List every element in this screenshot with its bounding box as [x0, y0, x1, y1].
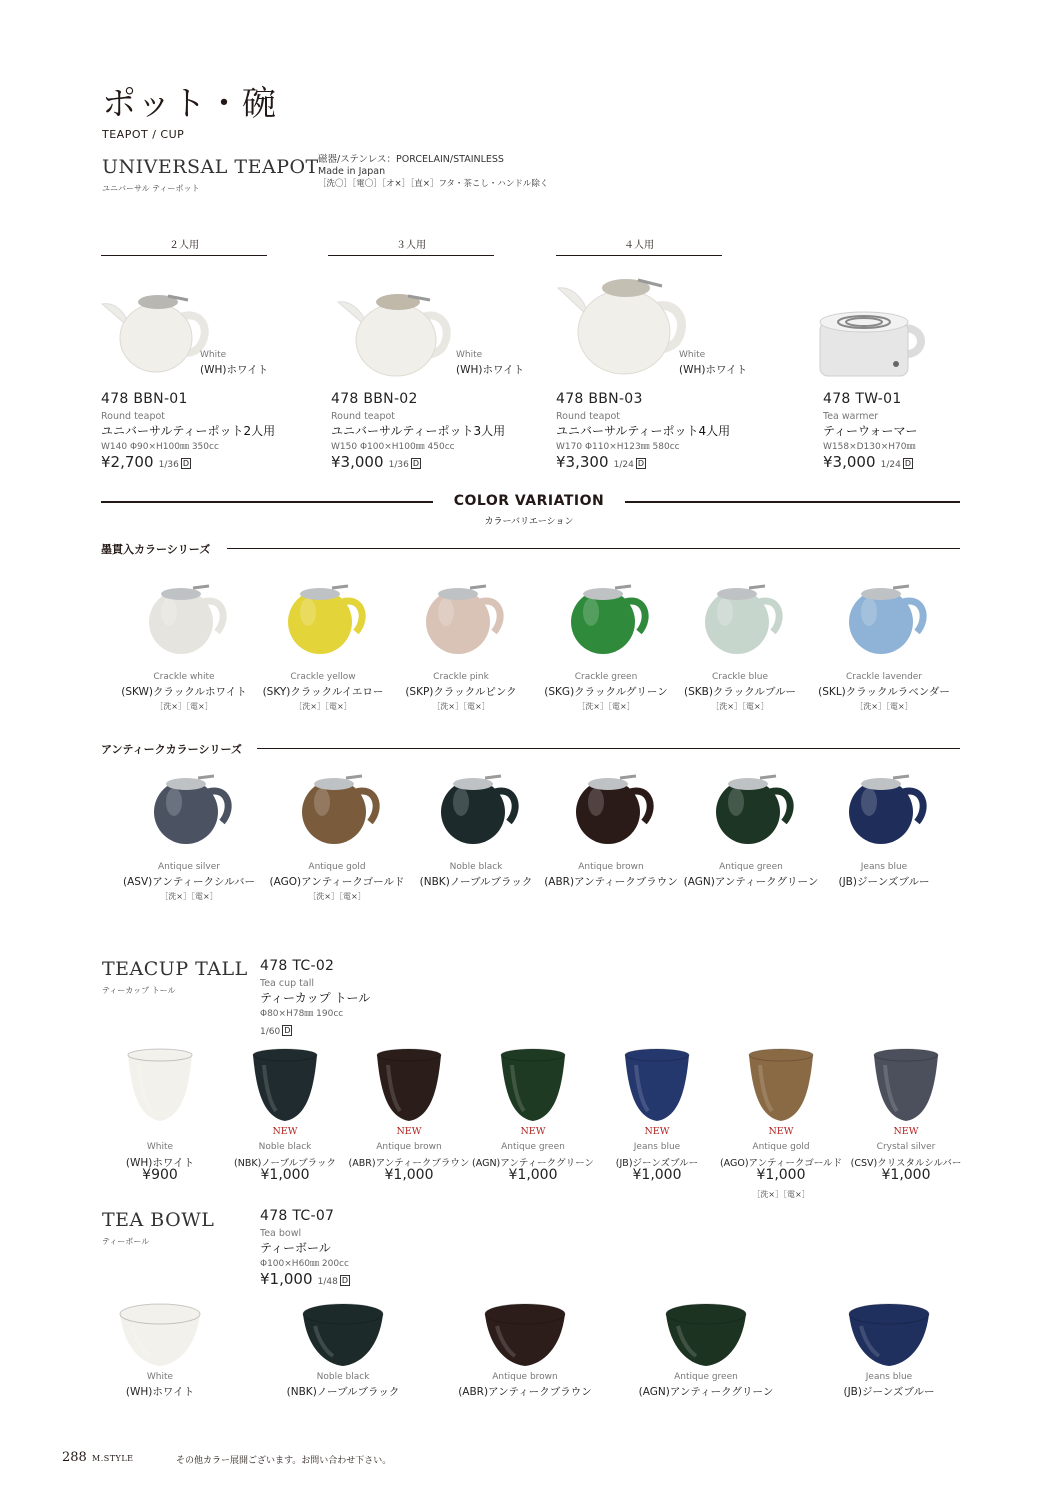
wash-note: ［洗×］［電×］	[308, 892, 366, 901]
teapot-3-image	[336, 288, 454, 380]
color-name-jp: (JB)ジーンズブルー	[615, 1158, 699, 1169]
mini-teapot-image	[139, 578, 229, 658]
d-mark: D	[412, 459, 419, 468]
color-name-jp: (JB)ジーンズブルー	[838, 876, 930, 888]
color-name-jp: (WH)ホワイト	[125, 1157, 195, 1169]
mini-teapot-image	[416, 578, 506, 658]
page-subtitle: TEAPOT / CUP	[102, 128, 185, 141]
color-name-en: Jeans blue	[865, 1372, 913, 1382]
teacup-image	[125, 1047, 195, 1123]
teapot-3-color-en: White	[456, 350, 483, 360]
teapot-4-color-jp: (WH)ホワイト	[679, 364, 748, 376]
wash-note: ［洗×］［電×］	[577, 702, 635, 711]
product-jp: ユニバーサルティーポット2人用	[101, 424, 276, 438]
item-price: ¥1,000	[632, 1167, 682, 1183]
product-en: Round teapot	[101, 411, 166, 422]
d-mark: D	[904, 459, 911, 468]
product-code: 478 TC-07	[260, 1208, 335, 1224]
color-name-jp: (ABR)アンティークブラウン	[458, 1386, 592, 1398]
teacup-image	[498, 1047, 568, 1123]
new-badge: NEW	[768, 1126, 794, 1137]
product-jp: ユニバーサルティーポット3人用	[331, 424, 506, 438]
color-name-en: White	[146, 1142, 174, 1152]
wash-note: ［洗×］［電×］	[294, 702, 352, 711]
color-name-jp: (JB)ジーンズブルー	[843, 1386, 935, 1398]
color-variation-title: COLOR VARIATION	[453, 493, 605, 509]
teapot-2-image	[100, 288, 212, 378]
new-badge: NEW	[644, 1126, 670, 1137]
teacup-image	[250, 1047, 320, 1123]
color-name-jp: (SKG)クラックルグリーン	[544, 686, 668, 698]
wash-note: ［洗×］［電×］	[855, 702, 913, 711]
product-lot: 1/60	[260, 1027, 281, 1037]
teabowl-image	[301, 1302, 385, 1368]
color-name-jp: (AGO)アンティークゴールド	[269, 876, 405, 888]
new-badge: NEW	[893, 1126, 919, 1137]
size-label-2: ２人用	[169, 240, 199, 251]
color-name-jp: (SKY)クラックルイエロー	[262, 686, 384, 698]
product-dimensions: W150 Φ100×H100㎜ 450cc	[331, 442, 455, 452]
color-name-en: Crackle lavender	[845, 672, 923, 682]
product-en: Round teapot	[556, 411, 621, 422]
mini-teapot-image	[431, 768, 521, 848]
color-name-jp: (NBK)ノーブルブラック	[234, 1158, 336, 1169]
product-tw-01	[823, 391, 918, 471]
color-name-jp: (CSV)クリスタルシルバー	[850, 1158, 962, 1169]
product-jp: ティーボール	[260, 1241, 331, 1255]
product-lot: 1/24	[613, 460, 634, 470]
product-code: 478 BBN-03	[556, 391, 643, 407]
color-name-en: Crackle white	[153, 672, 215, 682]
page-title: ポット・碗	[102, 84, 277, 124]
teacup-product-info	[260, 958, 370, 1038]
product-dimensions: Φ100×H60㎜ 200cc	[260, 1259, 349, 1269]
color-name-en: Antique green	[674, 1372, 738, 1382]
teacup-image	[622, 1047, 692, 1123]
product-jp: ティーウォーマー	[823, 424, 918, 438]
tea-warmer-image	[816, 306, 926, 378]
item-price: ¥900	[142, 1167, 178, 1183]
spec-material: 磁器/ステンレス：PORCELAIN/STAINLESS	[318, 154, 504, 165]
product-code: 478 TC-02	[260, 958, 335, 974]
color-name-jp: (SKL)クラックルラベンダー	[818, 686, 950, 698]
color-name-en: Crackle blue	[711, 672, 768, 682]
color-name-en: Antique brown	[492, 1372, 558, 1382]
product-lot: 1/48	[317, 1277, 338, 1287]
wash-note: ［洗×］［電×］	[155, 702, 213, 711]
product-code: 478 BBN-02	[331, 391, 418, 407]
spec-care: ［洗〇］［電〇］［オ×］［直×］フタ・茶こし・ハンドル除く	[318, 179, 549, 189]
mini-teapot-image	[566, 768, 656, 848]
size-label-4: ４人用	[624, 240, 654, 251]
teabowl-product-info	[260, 1208, 350, 1288]
teapot-2-color-jp: (WH)ホワイト	[200, 364, 269, 376]
mini-teapot-image	[292, 768, 382, 848]
color-name-jp: (SKP)クラックルピンク	[405, 686, 517, 698]
product-dimensions: W158×D130×H70㎜	[823, 442, 916, 452]
d-mark: D	[341, 1276, 348, 1285]
teapot-spec	[318, 154, 548, 190]
wash-note: ［洗×］［電×］	[752, 1190, 810, 1199]
product-lot: 1/36	[158, 460, 179, 470]
teacup-section-title: TEACUP TALL	[102, 958, 248, 980]
footer-note: その他カラー展開ございます。お問い合わせ下さい。	[176, 1456, 392, 1466]
color-name-en: Crystal silver	[876, 1142, 936, 1152]
teacup-image	[871, 1047, 941, 1123]
product-en: Tea cup tall	[260, 978, 314, 989]
product-price: ¥3,300	[556, 453, 609, 471]
product-en: Tea bowl	[260, 1228, 302, 1239]
color-name-jp: (ABR)アンティークブラウン	[348, 1158, 470, 1169]
size-label-3: ３人用	[396, 240, 426, 251]
product-bbn-03	[556, 391, 730, 471]
teapot-3-color-jp: (WH)ホワイト	[456, 364, 525, 376]
product-en: Tea warmer	[823, 411, 879, 422]
wash-note: ［洗×］［電×］	[160, 892, 218, 901]
color-name-en: Antique green	[719, 862, 783, 872]
page-number: 288	[62, 1450, 87, 1465]
color-name-en: Antique green	[501, 1142, 565, 1152]
color-name-jp: (AGO)アンティークゴールド	[719, 1158, 843, 1169]
product-lot: 1/36	[388, 460, 409, 470]
product-price: ¥3,000	[823, 453, 876, 471]
color-name-en: Noble black	[258, 1142, 312, 1152]
color-name-jp: (NBK)ノーブルブラック	[419, 876, 533, 888]
teabowl-section-title: TEA BOWL	[102, 1209, 215, 1231]
mini-teapot-image	[706, 768, 796, 848]
item-price: ¥1,000	[260, 1167, 310, 1183]
crackle-series-title: 墨貫入カラーシリーズ	[101, 543, 211, 556]
new-badge: NEW	[520, 1126, 546, 1137]
teapot-4-image	[556, 274, 690, 378]
d-mark: D	[284, 1026, 291, 1035]
teabowl-image	[483, 1302, 567, 1368]
mini-teapot-image	[561, 578, 651, 658]
color-name-jp: (AGN)アンティークグリーン	[683, 876, 819, 888]
teapot-4-color-en: White	[679, 350, 706, 360]
color-name-en: Jeans blue	[860, 862, 908, 872]
product-bbn-01	[101, 391, 275, 471]
wash-note: ［洗×］［電×］	[432, 702, 490, 711]
spec-origin: Made in Japan	[318, 166, 386, 177]
teabowl-image	[118, 1302, 202, 1368]
color-name-jp: (AGN)アンティークグリーン	[638, 1386, 774, 1398]
mini-teapot-image	[695, 578, 785, 658]
teacup-section-subtitle: ティーカップ トール	[102, 986, 176, 995]
mini-teapot-image	[839, 578, 929, 658]
mini-teapot-image	[144, 768, 234, 848]
color-name-en: Crackle pink	[433, 672, 489, 682]
item-price: ¥1,000	[508, 1167, 558, 1183]
color-name-en: Antique silver	[158, 862, 220, 872]
color-name-en: Antique gold	[752, 1142, 810, 1152]
color-name-en: Noble black	[449, 862, 503, 872]
color-variation-subtitle: カラーバリエーション	[484, 517, 574, 527]
product-code: 478 TW-01	[823, 391, 902, 407]
color-name-en: Noble black	[316, 1372, 370, 1382]
item-price: ¥1,000	[881, 1167, 931, 1183]
product-price: ¥2,700	[101, 453, 154, 471]
footer-brand: M.STYLE	[92, 1454, 134, 1463]
color-name-en: Crackle green	[574, 672, 638, 682]
wash-note: ［洗×］［電×］	[711, 702, 769, 711]
new-badge: NEW	[272, 1126, 298, 1137]
teapot-section-title: UNIVERSAL TEAPOT	[102, 156, 319, 178]
mini-teapot-image	[839, 768, 929, 848]
product-code: 478 BBN-01	[101, 391, 188, 407]
color-name-en: Antique gold	[308, 862, 366, 872]
teabowl-image	[664, 1302, 748, 1368]
teacup-image	[746, 1047, 816, 1123]
color-name-jp: (WH)ホワイト	[125, 1386, 195, 1398]
item-price: ¥1,000	[384, 1167, 434, 1183]
color-name-jp: (SKW)クラックルホワイト	[121, 686, 247, 698]
teabowl-section-subtitle: ティーボール	[102, 1237, 150, 1246]
product-dimensions: W140 Φ90×H100㎜ 350cc	[101, 442, 219, 452]
color-name-en: Antique brown	[578, 862, 644, 872]
color-name-jp: (SKB)クラックルブルー	[683, 686, 796, 698]
teabowl-image	[847, 1302, 931, 1368]
item-price: ¥1,000	[756, 1167, 806, 1183]
product-en: Round teapot	[331, 411, 396, 422]
color-name-en: White	[146, 1372, 174, 1382]
teapot-section-subtitle: ユニバーサル ティーポット	[102, 184, 200, 193]
product-lot: 1/24	[880, 460, 901, 470]
mini-teapot-image	[278, 578, 368, 658]
product-dimensions: Φ80×H78㎜ 190cc	[260, 1009, 344, 1019]
product-price: ¥1,000	[260, 1270, 313, 1288]
antique-series-title: アンティークカラーシリーズ	[101, 743, 242, 756]
color-name-jp: (NBK)ノーブルブラック	[286, 1386, 400, 1398]
color-name-jp: (ABR)アンティークブラウン	[544, 876, 678, 888]
color-name-jp: (ASV)アンティークシルバー	[123, 876, 255, 888]
color-name-en: Crackle yellow	[290, 672, 356, 682]
new-badge: NEW	[396, 1126, 422, 1137]
product-price: ¥3,000	[331, 453, 384, 471]
product-jp: ユニバーサルティーポット4人用	[556, 424, 731, 438]
d-mark: D	[182, 459, 189, 468]
product-jp: ティーカップ トール	[260, 991, 371, 1005]
color-name-jp: (AGN)アンティークグリーン	[472, 1158, 594, 1169]
teacup-image	[374, 1047, 444, 1123]
color-name-en: Antique brown	[376, 1142, 442, 1152]
color-name-en: Jeans blue	[633, 1142, 681, 1152]
product-bbn-02	[331, 391, 505, 471]
d-mark: D	[637, 459, 644, 468]
product-dimensions: W170 Φ110×H123㎜ 580cc	[556, 442, 680, 452]
teapot-2-color-en: White	[200, 350, 227, 360]
